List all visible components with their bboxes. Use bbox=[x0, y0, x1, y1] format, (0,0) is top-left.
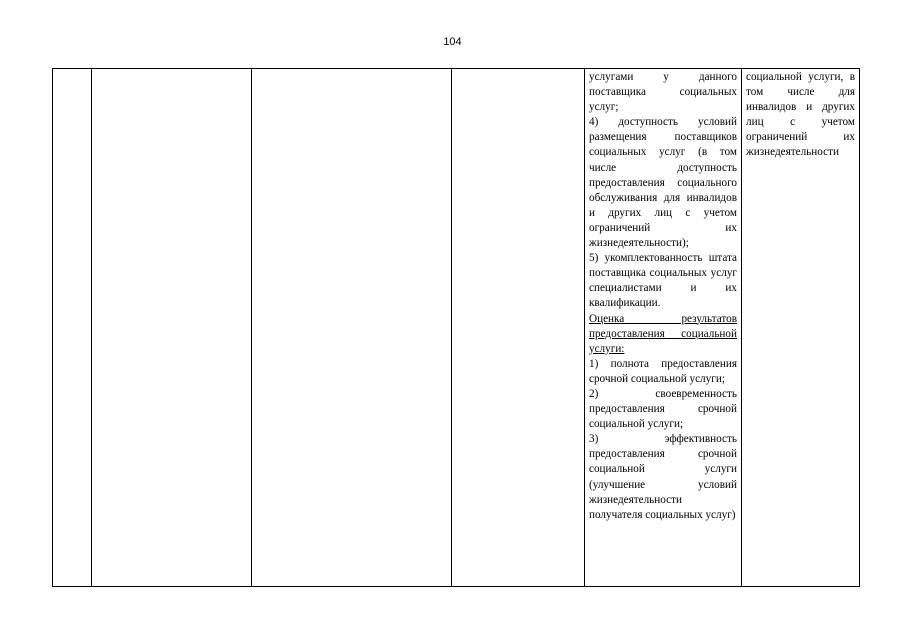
indicator-paragraph: 5) укомплектованность штата поставщика социальных услуг специалистами и их квалификации. bbox=[589, 252, 737, 310]
conditions-text: социальной услуги, в том числе для инвалидов и других лиц с учетом ограничений их жизнедеятельности bbox=[746, 71, 855, 159]
table-cell-quality-indicators bbox=[585, 69, 742, 587]
indicator-paragraph: 4) доступность условий размещения поставщиков социальных услуг (в том числе доступность предоставления социального обслуживания для инвалидов и других лиц с учетом ограничений их жизнедеятельности); bbox=[589, 116, 737, 250]
quality-indicators-text bbox=[585, 69, 741, 523]
table-cell-number bbox=[53, 69, 92, 587]
results-heading: Оценка результатов предоставления социальной услуги: bbox=[589, 312, 737, 355]
table-cell-terms bbox=[452, 69, 585, 587]
indicator-paragraph: 1) полнота предоставления срочной социальной услуги; bbox=[589, 357, 737, 385]
indicator-paragraph: услугами у данного поставщика социальных услуг; bbox=[589, 71, 737, 114]
indicator-paragraph: 2) своевременность предоставления срочной социальной услуги; bbox=[589, 387, 737, 431]
table-cell-description bbox=[252, 69, 452, 587]
table-row bbox=[53, 69, 860, 587]
standards-table bbox=[52, 68, 860, 587]
table-cell-service-name bbox=[92, 69, 252, 587]
table-cell-conditions bbox=[742, 69, 860, 587]
page-number: 104 bbox=[443, 36, 462, 48]
indicator-paragraph: 3) эффективность предоставления срочной социальной услуги (улучшение условий жизнедеятельности получателя социальных услуг) bbox=[589, 433, 737, 521]
